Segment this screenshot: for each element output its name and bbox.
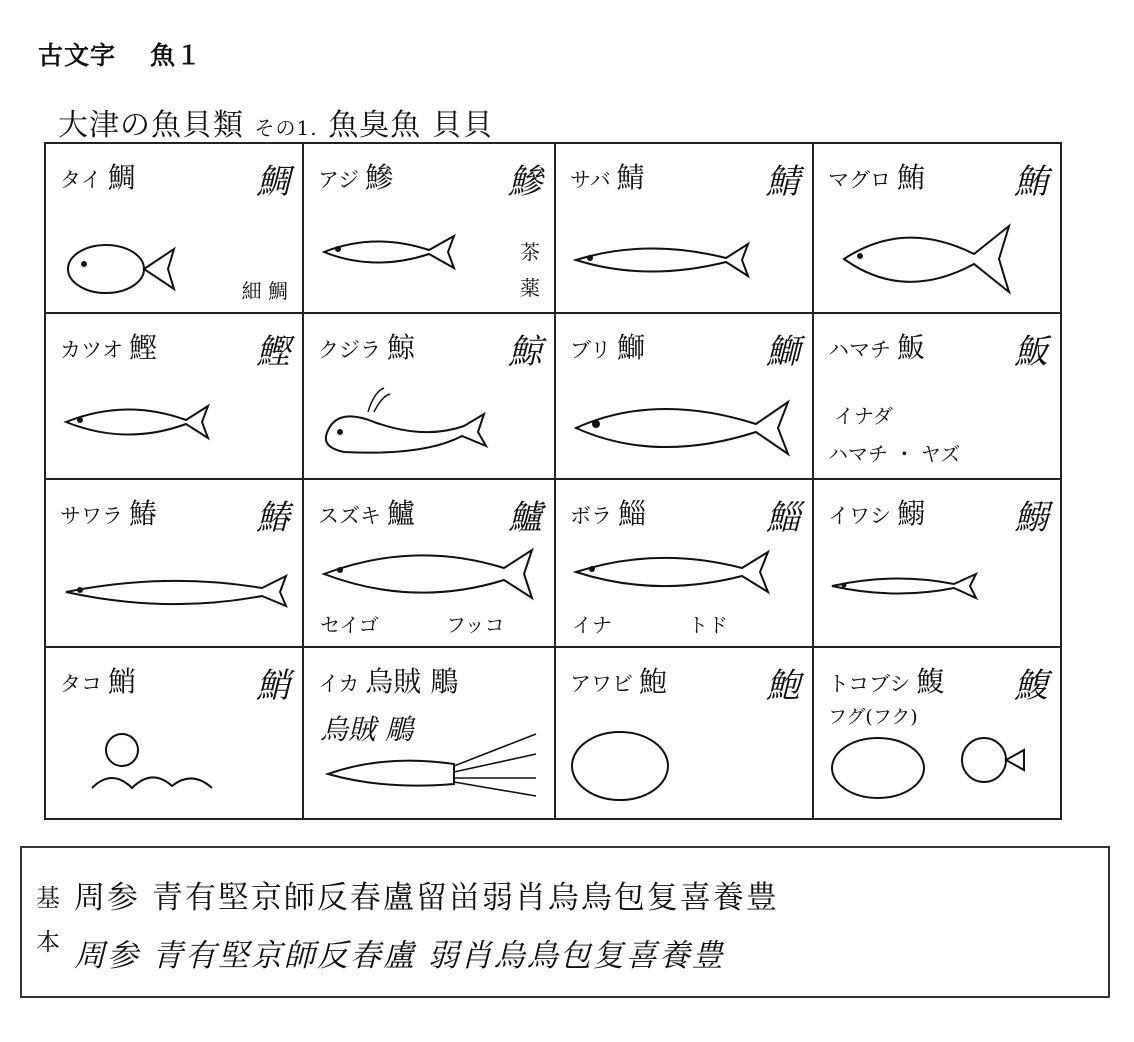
mackerel-drawing bbox=[566, 230, 756, 290]
fish-note: イナダ bbox=[834, 404, 893, 428]
fish-reading: アジ bbox=[318, 168, 360, 192]
fish-cursive-form: 鯨 bbox=[508, 332, 542, 372]
fish-name bbox=[60, 326, 157, 366]
fish-name bbox=[828, 156, 925, 196]
fish-kanji: 鯖 bbox=[616, 161, 645, 194]
fish-note: トド bbox=[688, 613, 728, 637]
fish-name bbox=[570, 326, 645, 366]
fish-kanji: 鰆 bbox=[129, 497, 158, 530]
fish-cursive-form: 鰺 bbox=[508, 162, 542, 202]
fish-kanji: 鰺 bbox=[365, 161, 394, 194]
title-text: 魚１ bbox=[150, 41, 203, 70]
fish-kanji: 鰹 bbox=[129, 331, 158, 364]
sardine-drawing bbox=[824, 566, 984, 606]
fish-name bbox=[570, 492, 646, 532]
tokobushi-and-puffer-drawing bbox=[824, 728, 1044, 808]
fish-name bbox=[828, 492, 925, 532]
fish-cursive-form: 鮹 bbox=[256, 666, 290, 706]
fish-cell-aji bbox=[302, 142, 554, 312]
fish-reading: クジラ bbox=[318, 338, 381, 362]
bonito-drawing bbox=[56, 392, 216, 452]
fish-cell-saba bbox=[554, 142, 812, 312]
fish-name bbox=[318, 156, 393, 196]
fish-note: 薬 bbox=[520, 276, 540, 300]
fish-kanji: 魬 bbox=[897, 331, 926, 364]
fish-cursive-form: 鰒 bbox=[1014, 666, 1048, 706]
fish-cell-ika bbox=[302, 646, 554, 820]
fish-kanji: 鰒 bbox=[916, 665, 945, 698]
whale-drawing bbox=[314, 386, 494, 466]
fish-cursive-form: 鯔 bbox=[766, 498, 800, 538]
sea-bream-drawing bbox=[56, 234, 186, 304]
sea-bass-drawing bbox=[314, 538, 540, 608]
fish-kanji: 鮪 bbox=[897, 161, 926, 194]
fish-reading: ブリ bbox=[570, 338, 612, 362]
abalone-drawing bbox=[566, 726, 676, 806]
fish-cell-buri bbox=[554, 312, 812, 478]
fish-cursive-form: 鯛 bbox=[256, 162, 290, 202]
spanish-mackerel-drawing bbox=[56, 566, 292, 616]
basic-side-label: 本 bbox=[36, 928, 60, 956]
fish-reading: サワラ bbox=[60, 504, 123, 528]
sheet-heading-tail: 魚臭魚 貝貝 bbox=[328, 108, 494, 143]
fish-note: フッコ bbox=[446, 613, 505, 637]
sheet-heading-text: 大津の魚貝類 bbox=[58, 108, 244, 143]
basic-forms-panel bbox=[20, 846, 1110, 998]
fish-name bbox=[60, 156, 136, 196]
fish-note: フグ(フク) bbox=[828, 706, 918, 728]
fish-cell-sawara bbox=[44, 478, 302, 646]
fish-kanji: 鯨 bbox=[387, 331, 416, 364]
fish-reading: カツオ bbox=[60, 338, 123, 362]
fish-cursive-form: 鰤 bbox=[766, 332, 800, 372]
fish-kanji: 鮹 bbox=[108, 665, 137, 698]
fish-reading: サバ bbox=[570, 168, 611, 192]
fish-reading: タイ bbox=[60, 168, 102, 192]
fish-cell-tai bbox=[44, 142, 302, 312]
fish-kanji: 鰤 bbox=[617, 331, 646, 364]
fish-cursive-form: 鯖 bbox=[766, 162, 800, 202]
fish-note: 烏賊 鵰 bbox=[320, 713, 413, 746]
fish-name bbox=[60, 660, 136, 700]
fish-cell-bora bbox=[554, 478, 812, 646]
sheet-subheading: その1. bbox=[254, 116, 318, 140]
fish-cursive-form: 鱸 bbox=[508, 498, 542, 538]
fish-note: イナ bbox=[572, 613, 612, 637]
fish-table bbox=[44, 142, 1062, 820]
fish-name bbox=[60, 492, 157, 532]
fish-kanji: 烏賊 鵰 bbox=[365, 665, 459, 698]
fish-reading: ボラ bbox=[570, 504, 612, 528]
fish-cell-suzuki bbox=[302, 478, 554, 646]
fish-cursive-form: 魬 bbox=[1014, 332, 1048, 372]
fish-cell-hamachi bbox=[812, 312, 1062, 478]
fish-note: ハマチ ・ ヤズ bbox=[828, 442, 961, 466]
fish-name bbox=[828, 660, 944, 700]
page-title bbox=[38, 36, 202, 72]
basic-forms-row-cursive: 周参 青有堅京師反春盧 弱肖烏鳥包复喜養豊 bbox=[74, 938, 725, 974]
fish-cell-tokobushi bbox=[812, 646, 1062, 820]
mullet-drawing bbox=[566, 542, 776, 602]
basic-forms-row-standard: 周参 青有堅京師反春盧留畄弱肖烏鳥包复喜養豊 bbox=[74, 880, 779, 916]
title-label: 古文字 bbox=[38, 41, 117, 70]
fish-name bbox=[570, 156, 645, 196]
fish-cell-maguro bbox=[812, 142, 1062, 312]
fish-note: 細 鯛 bbox=[241, 279, 288, 303]
fish-cell-tako bbox=[44, 646, 302, 820]
fish-name bbox=[318, 492, 415, 532]
fish-reading: タコ bbox=[60, 672, 102, 696]
fish-name bbox=[318, 326, 415, 366]
fish-kanji: 鯔 bbox=[618, 497, 647, 530]
fish-name bbox=[828, 326, 925, 366]
fish-kanji: 鱸 bbox=[387, 497, 416, 530]
fish-reading: スズキ bbox=[318, 504, 381, 528]
fish-cell-awabi bbox=[554, 646, 812, 820]
basic-side-label: 基 bbox=[36, 884, 60, 912]
fish-reading: ハマチ bbox=[828, 338, 891, 362]
fish-kanji: 鯛 bbox=[107, 161, 136, 194]
squid-drawing bbox=[314, 724, 544, 804]
fish-name bbox=[570, 660, 667, 700]
fish-cell-katsuo bbox=[44, 312, 302, 478]
tuna-drawing bbox=[824, 214, 1024, 304]
fish-reading: マグロ bbox=[828, 168, 891, 192]
fish-cursive-form: 鰹 bbox=[256, 332, 290, 372]
fish-kanji: 鰯 bbox=[897, 497, 926, 530]
fish-reading: イワシ bbox=[828, 504, 891, 528]
yellowtail-drawing bbox=[566, 388, 796, 468]
fish-note: 茶 bbox=[520, 240, 540, 264]
fish-reading: トコブシ bbox=[828, 672, 911, 696]
fish-cursive-form: 鰆 bbox=[256, 498, 290, 538]
horse-mackerel-drawing bbox=[314, 222, 464, 282]
fish-cell-kujira bbox=[302, 312, 554, 478]
octopus-drawing bbox=[72, 728, 222, 798]
sheet-heading bbox=[58, 100, 494, 144]
fish-name bbox=[318, 660, 458, 700]
fish-cursive-form: 鰯 bbox=[1014, 498, 1048, 538]
fish-reading: アワビ bbox=[570, 672, 633, 696]
fish-reading: イカ bbox=[318, 672, 360, 696]
fish-cursive-form: 鮪 bbox=[1014, 162, 1048, 202]
fish-kanji: 鮑 bbox=[639, 665, 668, 698]
fish-note: セイゴ bbox=[320, 613, 379, 637]
fish-cursive-form: 鮑 bbox=[766, 666, 800, 706]
fish-cell-iwashi bbox=[812, 478, 1062, 646]
